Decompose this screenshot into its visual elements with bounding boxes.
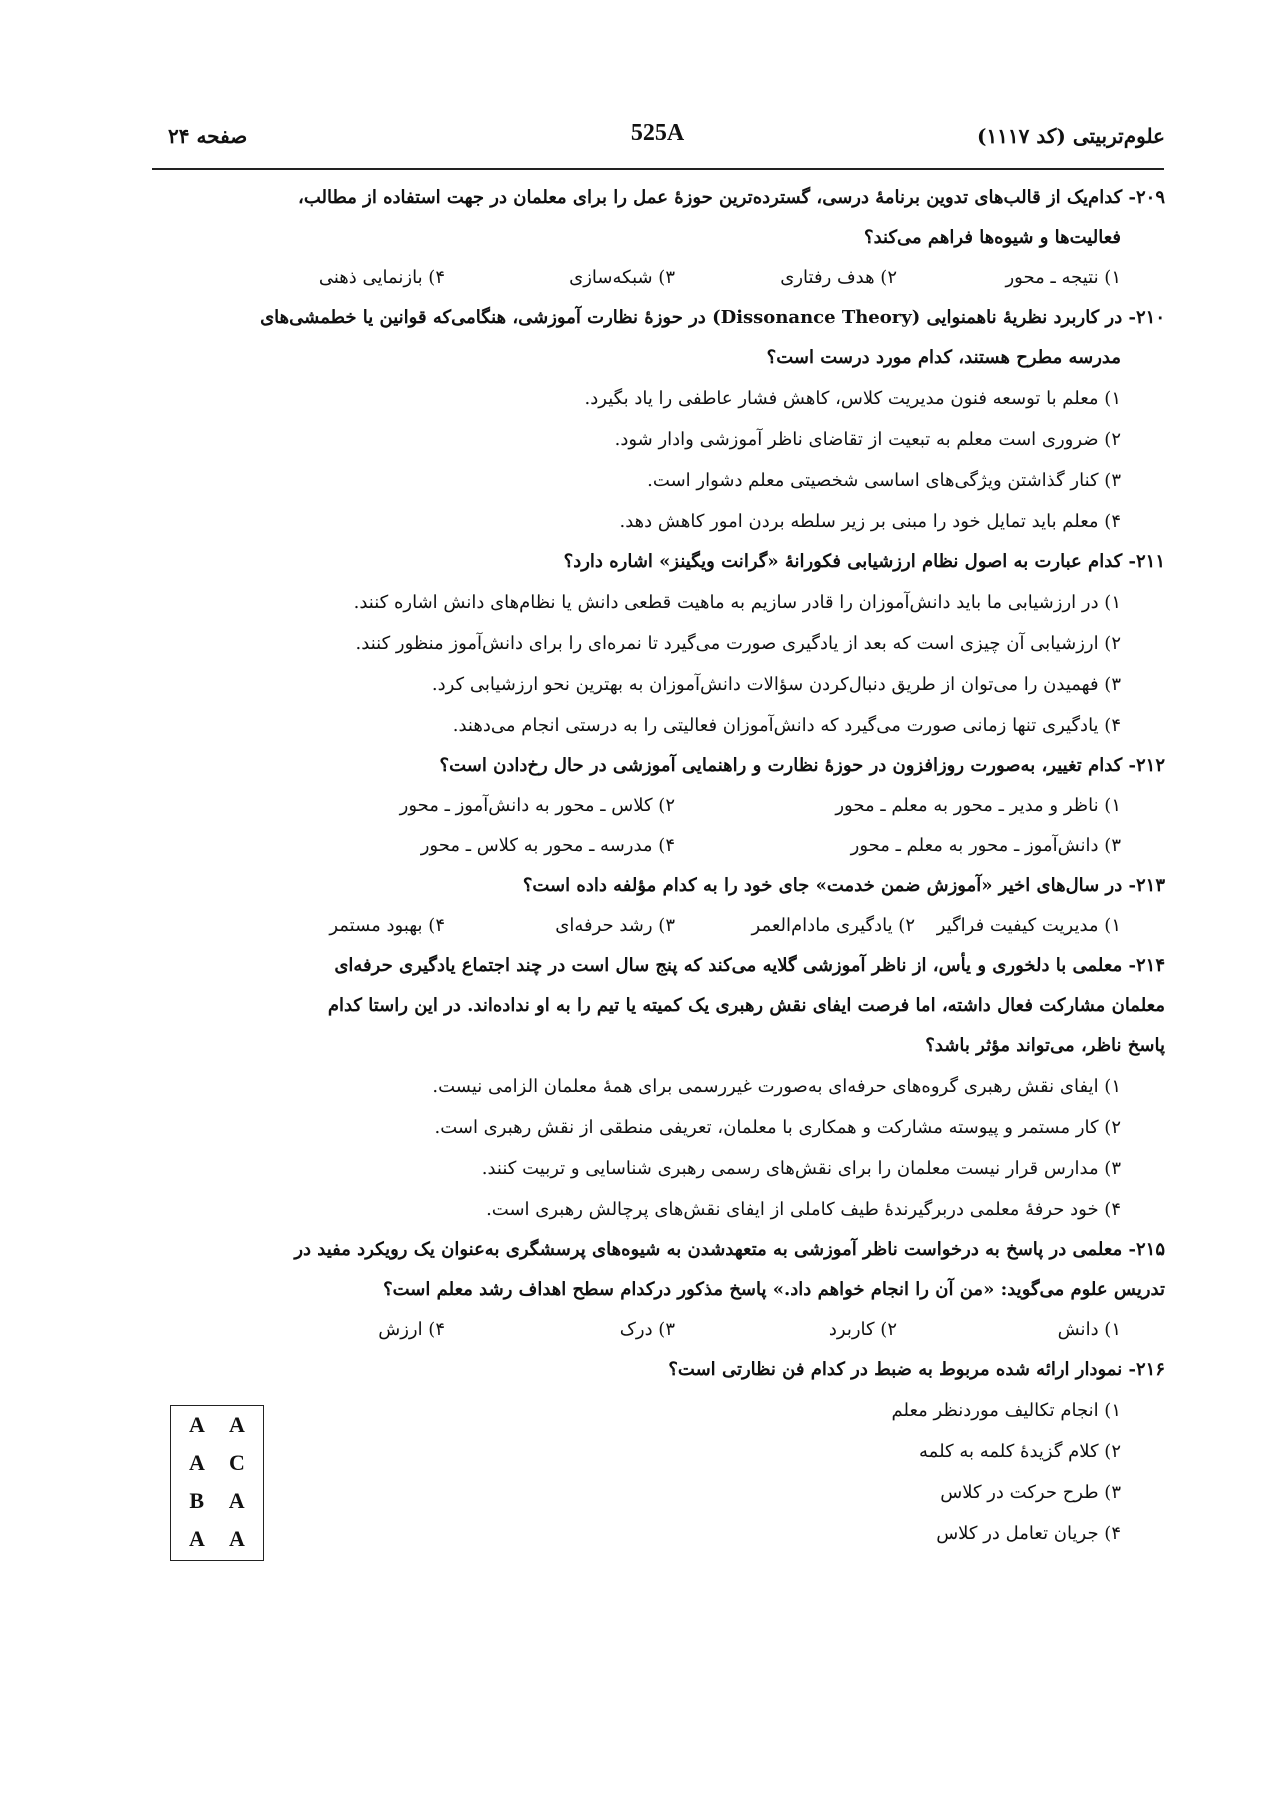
- option: ۴) بازنمایی ذهنی: [318, 267, 445, 288]
- option: ۳) کنار گذاشتن ویژگی‌های اساسی شخصیتی معلم دشوار است.: [647, 470, 1121, 491]
- question-stem: نمودار ارائه شده مربوط به ضبط در کدام فن نظارتی است؟: [668, 1359, 1123, 1380]
- grid-cell: A: [189, 1412, 205, 1437]
- question-stem: معلمی با دلخوری و یأس، از ناظر آموزشی گلایه می‌کند که پنج سال است در چند اجتماع یادگیری حرفه‌ای: [334, 955, 1123, 976]
- question-stem: کدام تغییر، به‌صورت روزافزون در حوزهٔ نظارت و راهنمایی آموزشی در حال رخ‌دادن است؟: [439, 755, 1123, 776]
- option: ۲) کلاس ـ محور به دانش‌آموز ـ محور: [399, 795, 675, 816]
- option: ۴) مدرسه ـ محور به کلاس ـ محور: [420, 835, 675, 856]
- question-stem: کدام‌یک از قالب‌های تدوین برنامهٔ درسی، گسترده‌ترین حوزهٔ عمل را برای معلمان در جهت استفاده از مطالب،: [298, 187, 1123, 208]
- question-stem: پاسخ ناظر، می‌تواند مؤثر باشد؟: [925, 1035, 1165, 1056]
- booklet-code: 525A: [630, 120, 685, 146]
- grid-cell: A: [229, 1526, 245, 1551]
- question-number: ۲۱۰-: [1128, 307, 1165, 328]
- options-row: [120, 258, 1165, 298]
- answer-grid-figure: [170, 1405, 264, 1561]
- option: ۳) فهمیدن را می‌توان از طریق دنبال‌کردن سؤالات دانش‌آموزان به بهترین نحو ارزشیابی کرد.: [431, 674, 1121, 695]
- question-209: [120, 178, 1165, 298]
- option: ۳) درک: [619, 1319, 675, 1340]
- grid-cell: A: [189, 1526, 205, 1551]
- question-215: [120, 1230, 1165, 1350]
- page-header: [150, 118, 1165, 158]
- option: ۱) دانش: [1057, 1319, 1121, 1340]
- question-number: ۲۱۴-: [1128, 955, 1165, 976]
- option: ۲) کلام گزیدهٔ کلمه به کلمه: [919, 1441, 1121, 1462]
- option: ۳) مدارس قرار نیست معلمان را برای نقش‌های رسمی رهبری شناسایی و تربیت کنند.: [481, 1158, 1121, 1179]
- option: ۱) ناظر و مدیر ـ محور به معلم ـ محور: [835, 795, 1121, 816]
- option: ۴) جریان تعامل در کلاس: [936, 1523, 1121, 1544]
- question-stem: در سال‌های اخیر «آموزش ضمن خدمت» جای خود را به کدام مؤلفه داده است؟: [522, 875, 1123, 896]
- option: ۴) یادگیری تنها زمانی صورت می‌گیرد که دانش‌آموزان فعالیتی را به درستی انجام می‌دهند.: [452, 715, 1121, 736]
- grid-cell: A: [229, 1412, 245, 1437]
- option: ۱) نتیجه ـ محور: [1005, 267, 1121, 288]
- grid-cell: C: [229, 1450, 245, 1475]
- question-stem: معلمی در پاسخ به درخواست ناظر آموزشی به متعهدشدن به شیوه‌های پرسشگری به‌عنوان یک رویکرد مفید در: [294, 1239, 1123, 1260]
- page-number: صفحه ۲۴: [168, 124, 248, 148]
- question-stem: کدام عبارت به اصول نظام ارزشیابی فکورانهٔ «گرانت ویگینز» اشاره دارد؟: [563, 551, 1123, 572]
- question-stem: فعالیت‌ها و شیوه‌ها فراهم می‌کند؟: [864, 227, 1121, 248]
- grid-cell: A: [189, 1450, 205, 1475]
- question-number: ۲۱۶-: [1128, 1359, 1165, 1380]
- options-row: [120, 826, 1165, 866]
- header-divider: [152, 168, 1164, 170]
- option: ۳) دانش‌آموز ـ محور به معلم ـ محور: [850, 835, 1121, 856]
- grid-row: [171, 1406, 263, 1444]
- option: ۴) خود حرفهٔ معلمی دربرگیرندهٔ طیف کاملی از ایفای نقش‌های پرچالش رهبری است.: [486, 1199, 1121, 1220]
- option: ۲) کاربرد: [828, 1319, 897, 1340]
- question-number: ۲۱۱-: [1128, 551, 1165, 572]
- question-number: ۲۱۵-: [1128, 1239, 1165, 1260]
- option: ۲) ضروری است معلم به تبعیت از تقاضای ناظر آموزشی وادار شود.: [614, 429, 1121, 450]
- exam-subject: علوم‌تربیتی (کد ۱۱۱۷): [976, 124, 1165, 148]
- option: ۲) هدف رفتاری: [780, 267, 897, 288]
- option: ۴) بهبود مستمر: [329, 915, 445, 936]
- option: ۱) معلم با توسعه فنون مدیریت کلاس، کاهش فشار عاطفی را یاد بگیرد.: [584, 388, 1121, 409]
- options-row: [120, 786, 1165, 826]
- option: ۳) طرح حرکت در کلاس: [940, 1482, 1121, 1503]
- question-216: [120, 1350, 1165, 1554]
- question-stem: مدرسه مطرح هستند، کدام مورد درست است؟: [766, 347, 1121, 368]
- grid-row: [171, 1482, 263, 1520]
- options-row: [120, 1310, 1165, 1350]
- question-number: ۲۱۳-: [1128, 875, 1165, 896]
- question-213: [120, 866, 1165, 946]
- option: ۳) شبکه‌سازی: [569, 267, 675, 288]
- question-210: [120, 298, 1165, 542]
- options-row: [120, 906, 1165, 946]
- option: ۲) کار مستمر و پیوسته مشارکت و همکاری با معلمان، تعریفی منطقی از نقش رهبری است.: [434, 1117, 1121, 1138]
- grid-cell: B: [189, 1488, 205, 1513]
- question-stem: معلمان مشارکت فعال داشته، اما فرصت ایفای نقش رهبری یک کمیته یا تیم را به او نداده‌اند. در این راستا کدام: [327, 995, 1165, 1016]
- grid-row: [171, 1520, 263, 1558]
- question-214: [120, 946, 1165, 1230]
- question-211: [120, 542, 1165, 746]
- question-number: ۲۰۹-: [1128, 187, 1165, 208]
- question-number: ۲۱۲-: [1128, 755, 1165, 776]
- questions-area: [120, 178, 1165, 1554]
- option: ۳) رشد حرفه‌ای: [555, 915, 675, 936]
- option: ۱) در ارزشیابی ما باید دانش‌آموزان را قادر سازیم به ماهیت قطعی دانش یا نظام‌های دانش اشاره کنند.: [353, 592, 1121, 613]
- question-212: [120, 746, 1165, 866]
- grid-row: [171, 1444, 263, 1482]
- option: ۲) ارزشیابی آن چیزی است که بعد از یادگیری صورت می‌گیرد تا نمره‌ای را برای دانش‌آموز منظور کنند.: [355, 633, 1121, 654]
- option: ۱) انجام تکالیف موردنظر معلم: [891, 1400, 1121, 1421]
- option: ۱) مدیریت کیفیت فراگیر: [936, 915, 1121, 936]
- grid-cell: A: [228, 1488, 245, 1513]
- question-stem: در کاربرد نظریهٔ ناهمنوایی (Dissonance Theory) در حوزهٔ نظارت آموزشی، هنگامی‌که قوانین یا خطمشی‌های: [260, 307, 1123, 328]
- option: ۴) ارزش: [378, 1319, 445, 1340]
- option: ۱) ایفای نقش رهبری گروه‌های حرفه‌ای به‌صورت غیررسمی برای همهٔ معلمان الزامی نیست.: [432, 1076, 1121, 1097]
- option: ۴) معلم باید تمایل خود را مبنی بر زیر سلطه بردن امور کاهش دهد.: [619, 511, 1121, 532]
- question-stem: تدریس علوم می‌گوید: «من آن را انجام خواهم داد.» پاسخ مذکور درکدام سطح اهداف رشد معلم است؟: [383, 1279, 1165, 1300]
- option: ۲) یادگیری مادام‌العمر: [751, 915, 915, 936]
